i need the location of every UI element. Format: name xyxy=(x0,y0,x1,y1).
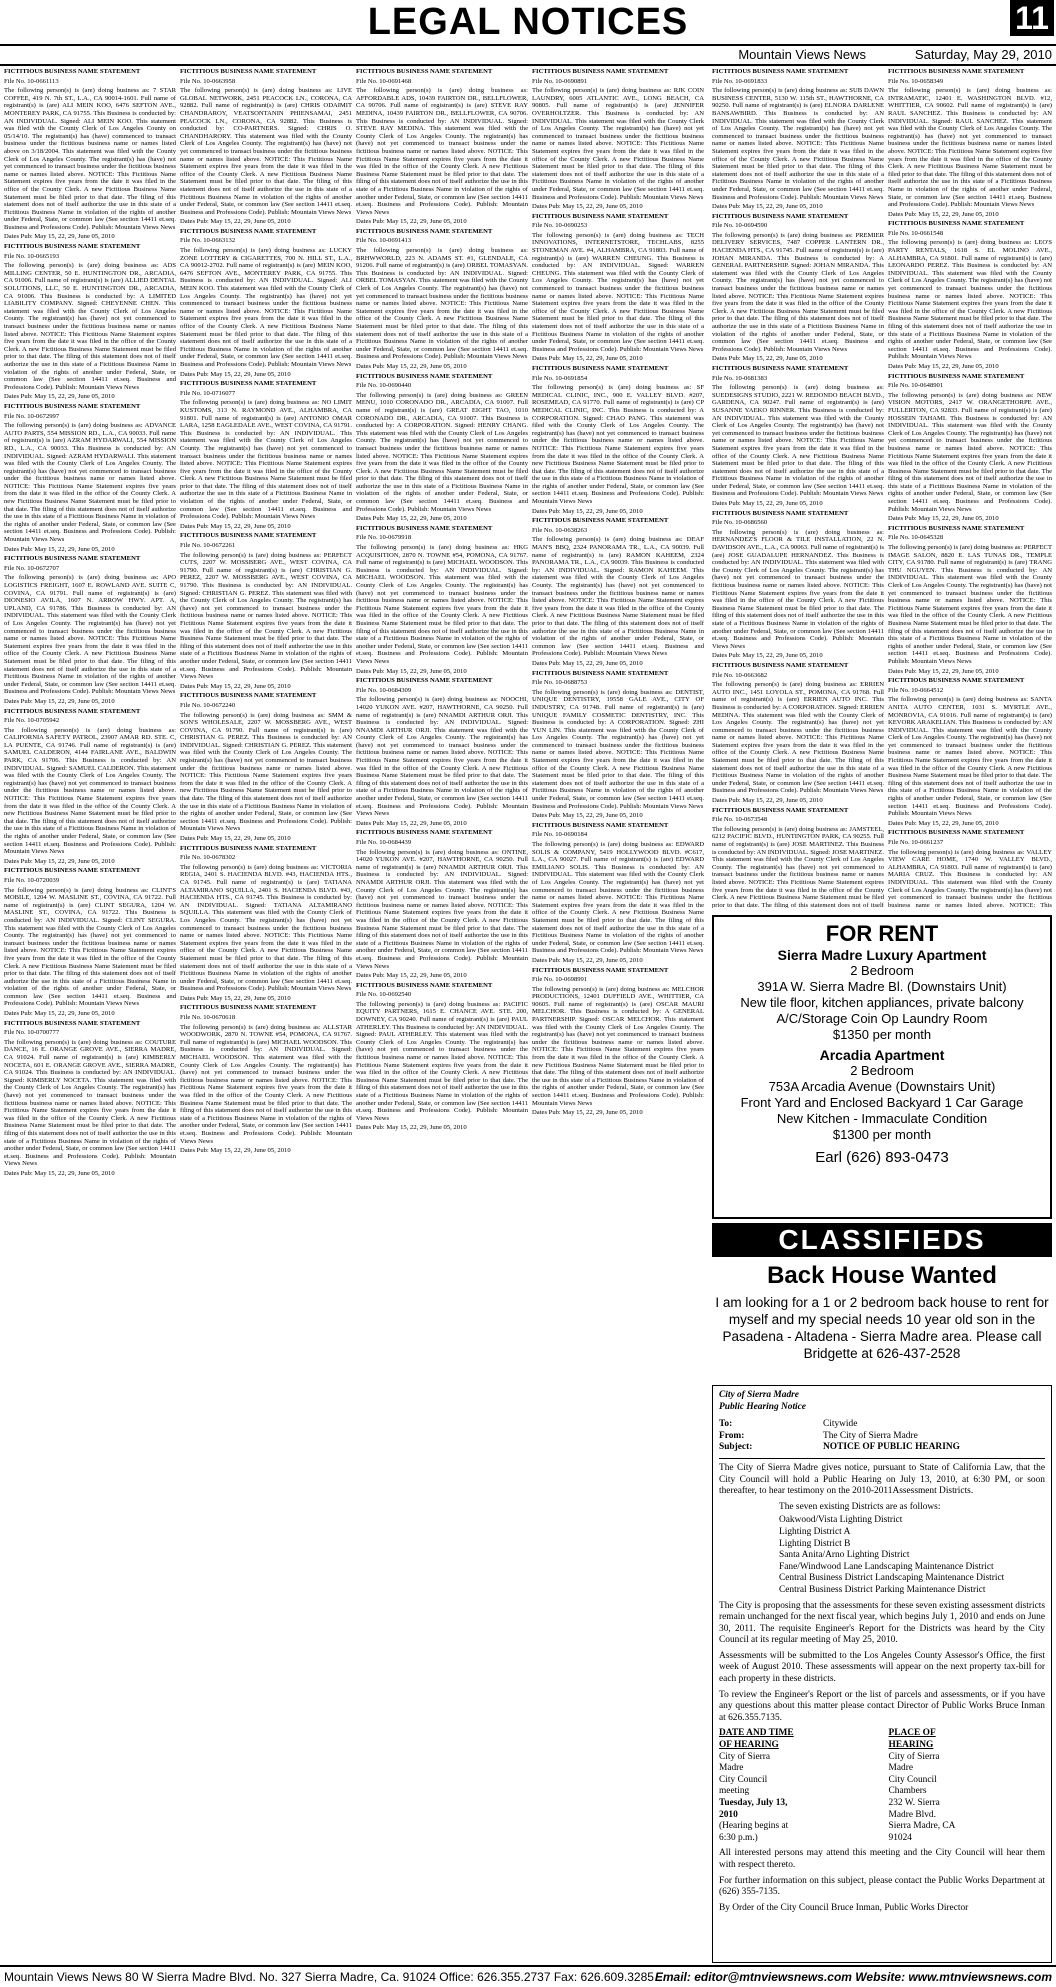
notice-pub-dates: Dates Pub: May 15, 22, 29, June 05, 2010 xyxy=(180,994,291,1002)
for-rent-ad xyxy=(712,915,1052,1219)
back-house-title: Back House Wanted xyxy=(767,1262,997,1289)
notice-body: The following person(s) is (are) doing business as: PACIFIC EQUITY PARTNERS, 1615 E. CHANCE AVE. STE. 200, DOWNEY, CA 90240. Full name of registrant(s) is (are) PAUL ATHERLEY. This Business is conducted by: AN INDIVIDUAL. Signed: PAUL ATHERLEY. This statement was filed with the County Clerk of Los Angeles County. The registrant(s) has (have) not yet commenced to transact business under the fictitious business name or names listed above. NOTICE: This Fictitious Name Statement expires five years from the date it was filed in the office of the County Clerk. A new Fictitious Business Name Statement must be filed prior to that date. The filing of this statement does not of itself authorize the use in this state of a Fictitious Business Name in violation of the rights of another under Federal, State, or common law (See section 14411 et.seq. Business and Professions Code). Publish: Mountain Views News xyxy=(356,1000,528,1122)
notice-heading: FICTITIOUS BUSINESS NAME STATEMENT xyxy=(356,981,493,989)
notice-column-4 xyxy=(532,68,704,1963)
notice-item xyxy=(532,68,704,211)
notice-pub-dates: Dates Pub: May 15, 22, 29, June 05, 2010 xyxy=(712,652,823,660)
subject-value: NOTICE OF PUBLIC HEARING xyxy=(823,1442,960,1453)
notice-item xyxy=(888,373,1052,523)
date-line: City Council meeting xyxy=(719,1774,768,1797)
listing-2-name: Arcadia Apartment xyxy=(819,1047,945,1063)
district-item: Oakwood/Vista Lighting District xyxy=(779,1515,903,1526)
notice-item xyxy=(532,670,704,820)
to-value: Citywide xyxy=(823,1419,858,1430)
notice-item xyxy=(4,403,176,553)
notice-item xyxy=(356,677,528,827)
notice-pub-dates: Dates Pub: May 15, 22, 29, June 05, 2010 xyxy=(4,1169,115,1177)
notice-heading: FICTITIOUS BUSINESS NAME STATEMENT xyxy=(4,68,141,75)
notice-file-number: File No. 10-0698991 xyxy=(532,976,588,984)
notice-file-number: File No. 10-0684309 xyxy=(356,686,412,694)
listing-2-beds: 2 Bedroom xyxy=(850,1063,914,1078)
notice-item xyxy=(888,829,1052,908)
section-title: LEGAL NOTICES xyxy=(367,1,689,43)
notice-file-number: File No. 10-0673548 xyxy=(712,816,768,824)
notice-item xyxy=(712,365,884,508)
notice-file-number: File No. 10-0679918 xyxy=(356,534,412,542)
hearing-date-place xyxy=(719,1728,1045,1844)
notice-body: The following person(s) is (are) doing business as: CALIFORNIA SAFETY PATROL, 23907 AMAR RD. STE. C, LA PUENTE, CA 91746. Full name of registrant(s) is (are) SAMUEL CALDERON, 4144 FAIRLANE AVE., BALDWIN PARK, CA 91706. This Business is conducted by: AN INDIVIDUAL. Signed: SAMUEL CALDERON. This statement was filed with the County Clerk of Los Angeles County. The registrant(s) has (have) not yet commenced to transact business under the fictitious business name or names listed above. NOTICE: This Fictitious Name Statement expires five years from the date it was filed in the office of the County Clerk. A new Fictitious Business Name Statement must be filed prior to that date. The filing of this statement does not of itself authorize the use in this state of a Fictitious Business Name in violation of the rights of another under Federal, State, or common law (See section 14411 et.seq. Business and Professions Code). Publish: Mountain Views News xyxy=(4,726,176,856)
notice-pub-dates: Dates Pub: May 15, 22, 29, June 05, 2010 xyxy=(180,835,291,842)
notice-body: The following person(s) is (are) doing business as: LEO'S PARTY RENTALS, 1618 S. EL MOLINO AVE., ALHAMBRA, CA 91801. Full name of registrant(s) is (are) LEONARDO PEREZ. This Business is conducted by: AN INDIVIDUAL. This statement was filed with the County Clerk of Los Angeles County. The registrant(s) has (have) not yet commenced to transact business under the fictitious business name or names listed above. NOTICE: This Fictitious Name Statement expires five years from the date it was filed in the office of the County Clerk. A new Fictitious Business Name Statement must be filed prior to that date. The filing of this statement does not of itself authorize the use in this state of a Fictitious Business Name in violation of the rights of another under Federal, State, or common law (See section 14411 et.seq. Business and Professions Code). Publish: Mountain Views News xyxy=(888,239,1052,361)
notice-body: The following person(s) is (are) doing business as: ADVANCE AUTO PARTS, 554 MISSION RD., L.A., CA 90033. Full name of registrant(s) is (are) AZRAM HYDARWALI, 554 MISSION RD., L.A., CA 90033. This Business is conducted by: AN INDIVIDUAL. Signed: AZRAM HYDARWALI. This statement was filed with the County Clerk of Los Angeles County. The registrant(s) has (have) not yet commenced to transact business under the fictitious business name or names listed above. NOTICE: This Fictitious Name Statement expires five years from the date it was filed in the office of the County Clerk. A new Fictitious Business Name Statement must be filed prior to that date. The filing of this statement does not of itself authorize the use in this state of a Fictitious Business Name in violation of the rights of another under Federal, State, or common law (See section 14411 et.seq. Business and Professions Code). Publish: Mountain Views News xyxy=(4,422,176,544)
notice-file-number: File No. 10-0663682 xyxy=(712,671,768,679)
notice-heading: FICTITIOUS BUSINESS NAME STATEMENT xyxy=(4,243,141,251)
notice-item xyxy=(180,228,352,378)
for-rent-title: FOR RENT xyxy=(825,921,939,946)
notice-heading: FICTITIOUS BUSINESS NAME STATEMENT xyxy=(532,517,669,525)
notice-heading: FICTITIOUS BUSINESS NAME STATEMENT xyxy=(532,821,669,829)
notice-body: The following person(s) is (are) doing business as: ADS MILLING CENTER, 50 E. HUNTINGTON DR., ARCADIA, CA 91006. Full name of registrant(s) is (are) ALLIED DENTAL SOLUTIONS, LLC, 50 E. HUNTINGTON DR., ARCADIA, CA 91006. This Business is conducted by: A LIMITED LIABILITY COMPANY. Signed: CHEYENNE CHEN. This statement was filed with the County Clerk of Los Angeles County. The registrant(s) has (have) not yet commenced to transact business under the fictitious business name or names listed above. NOTICE: This Fictitious Name Statement expires five years from the date it was filed in the office of the County Clerk. A new Fictitious Business Name Statement must be filed prior to that date. The filing of this statement does not of itself authorize the use in this state of a Fictitious Business Name in violation of the rights of another under Federal, State, or common law (See section 14411 et.seq. Business and Professions Code). Publish: Mountain Views News xyxy=(4,262,176,391)
notice-heading: FICTITIOUS BUSINESS NAME STATEMENT xyxy=(888,68,1025,75)
notice-file-number: File No. 10-0678302 xyxy=(180,854,236,862)
notice-item xyxy=(180,532,352,690)
notice-pub-dates: Dates Pub: May 15, 22, 29, June 05, 2010 xyxy=(712,355,823,363)
from-value: The City of Sierra Madre xyxy=(823,1430,918,1441)
notice-pub-dates: Dates Pub: May 15, 22, 29, June 05, 2010 xyxy=(532,659,643,667)
notice-pub-dates: Dates Pub: May 15, 22, 29, June 05, 2010 xyxy=(180,218,291,226)
notice-item xyxy=(888,677,1052,827)
notice-file-number: File No. 10-0681383 xyxy=(712,374,768,382)
notice-item xyxy=(180,845,352,1003)
district-item: Fane/Windwood Lane Landscaping Maintenance District xyxy=(779,1561,994,1572)
notice-file-number: File No. 10-0648901 xyxy=(888,382,944,390)
for-rent-phone: Earl (626) 893-0473 xyxy=(815,1149,949,1166)
notice-body: The following person(s) is (are) doing business as: SMM & SON'S WHOLESALE, 2207 W. MOSSBERG AVE., WEST COVINA, CA 91790. Full name of registrant(s) is (are) CHRISTIAN G. PEREZ. This Business is conducted by: AN INDIVIDUAL. Signed: CHRISTIAN G. PEREZ. This statement was filed with the County Clerk of Los Angeles County. The registrant(s) has (have) not yet commenced to transact business under the fictitious business name or names listed above. NOTICE: This Fictitious Name Statement expires five years from the date it was filed in the office of the County Clerk. A new Fictitious Business Name Statement must be filed prior to that date. The filing of this statement does not of itself authorize the use in this state of a Fictitious Business Name in violation of the rights of another under Federal, State, or common law (See section 14411 et.seq. Business and Professions Code). Publish: Mountain Views News xyxy=(180,711,352,833)
notice-pub-dates: Dates Pub: May 15, 22, 29, June 05, 2010 xyxy=(4,1010,115,1018)
notice-heading: FICTITIOUS BUSINESS NAME STATEMENT xyxy=(888,372,1025,380)
notice-file-number: File No. 10-0691468 xyxy=(356,77,412,85)
hearing-paragraph-5: All interested persons may attend this meeting and the City Council will hear them with respect thereto. xyxy=(719,1848,1045,1870)
notice-heading: FICTITIOUS BUSINESS NAME STATEMENT xyxy=(180,532,317,540)
notice-body: The following person(s) is (are) doing business as: VICTORIA REGIA, 2401 S. HACIENDA BLVD. #43, HACIENDA HTS., CA 91745. Full name of registrant(s) is (are) TATIANA ALTAMIRANO SQUILLA, 2401 S. HACIENDA BLVD. #43, HACIENDA HTS., CA 91745. This Business is conducted by: AN INDIVIDUAL. Signed: TATIANA ALTAMIRANO SQUILLA. This statement was filed with the County Clerk of Los Angeles County. The registrant(s) has (have) not yet commenced to transact business under the fictitious business name or names listed above. NOTICE: This Fictitious Name Statement expires five years from the date it was filed in the office of the County Clerk. A new Fictitious Business Name Statement must be filed prior to that date. The filing of this statement does not of itself authorize the use in this state of a Fictitious Business Name in violation of the rights of another under Federal, State, or common law (See section 14411 et.seq. Business and Professions Code). Publish: Mountain Views News xyxy=(180,863,352,993)
listing-1-features-1: New tile floor, kitchen appliances, private balcony xyxy=(740,995,1024,1010)
notice-body: The following person(s) is (are) doing business as: NO LIMIT KUSTOMS, 313 N. RAYMOND AVE., ALHAMBRA, CA 91801. Full name of registrant(s) is (are) ANTONIO OMAR LARA, 1258 EAGLEDALE AVE., WEST COVINA, CA 91791. This Business is conducted by: AN INDIVIDUAL. This statement was filed with the County Clerk of Los Angeles County. The registrant(s) has (have) not yet commenced to transact business under the fictitious business name or names listed above. NOTICE: This Fictitious Name Statement expires five years from the date it was filed in the office of the County Clerk. A new Fictitious Business Name Statement must be filed prior to that date. The filing of this statement does not of itself authorize the use in this state of a Fictitious Business Name in violation of the rights of another under Federal, State, or common law (See section 14411 et.seq. Business and Professions Code). Publish: Mountain Views News xyxy=(180,399,352,521)
notice-body: The following person(s) is (are) doing business as: ALLSTAR WOODWORK, 2870 N. TOWNE #54, POMONA, CA 91767. Full name of registrant(s) is (are) MICHAEL WOODSON. This Business is conducted by: AN INDIVIDUAL. Signed: MICHAEL WOODSON. This statement was filed with the County Clerk of Los Angeles County. The registrant(s) has (have) not yet commenced to transact business under the fictitious business name or names listed above. NOTICE: This Fictitious Name Statement expires five years from the date it was filed in the office of the County Clerk. A new Fictitious Business Name Statement must be filed prior to that date. The filing of this statement does not of itself authorize the use in this state of a Fictitious Business Name in violation of the rights of another under Federal, State, or common law (See section 14411 et.seq. Business and Professions Code). Publish: Mountain Views News xyxy=(180,1023,352,1145)
notice-item xyxy=(4,243,176,401)
notice-pub-dates: Dates Pub: May 15, 22, 29, June 05, 2010 xyxy=(532,812,643,820)
notice-heading: FICTITIOUS BUSINESS NAME STATEMENT xyxy=(712,806,849,814)
footer-address: Mountain Views News 80 W Sierra Madre Blvd. No. 327 Sierra Madre, Ca. 91024 Office: 626.355.2737 Fax: 626.609.3285 xyxy=(4,1970,654,1984)
listing-1-price: $1350 per month xyxy=(832,1027,932,1042)
notice-file-number: File No. 10-0690253 xyxy=(532,222,588,230)
hearing-paragraph-2: The City is proposing that the assessments for these seven existing assessment districts remain unchanged for the next fiscal year, which begins July 1, 2010 and ends on June 30, 2011. The requisite Engineer's Report for the Districts was heard by the City Council at its regular meeting of May 25, 2010. xyxy=(719,1600,1045,1646)
notice-file-number: File No. 10-0638263 xyxy=(532,526,588,534)
notice-body: The following person(s) is (are) doing business as: COUTURE DANCE, 16 E. ORANGE GROVE AVE., SIERRA MADRE, CA 91024. Full name of registrant(s) is (are) KIMBERLY NOCETA, 601 E. ORANGE GROVE AVE., SIERRA MADRE, CA 91024. This Business is conducted by: AN INDIVIDUAL. Signed: KIMBERLY NOCETA. This statement was filed with the County Clerk of Los Angeles County. The registrant(s) has (have) not yet commenced to transact business under the fictitious business name or names listed above. NOTICE: This Fictitious Name Statement expires five years from the date it was filed in the office of the County Clerk. A new Fictitious Business Name Statement must be filed prior to that date. The filing of this statement does not of itself authorize the use in this state of a Fictitious Business Name in violation of the rights of another under Federal, State, or common law (See section 14411 et.seq. Business and Professions Code). Publish: Mountain Views News xyxy=(4,1038,176,1168)
notice-body: The following person(s) is (are) doing business as: ERRIEN AUTO INC., 1451 LOYOLA ST., POMONA, CA 91768. Full name of registrant(s) is (are) ERRIEN AUTO INC. This Business is conducted by: A CORPORATION. Signed: ERRIEN MEDINA. This statement was filed with the County Clerk of Los Angeles County. The registrant(s) has (have) not yet commenced to transact business under the fictitious business name or names listed above. NOTICE: This Fictitious Name Statement expires five years from the date it was filed in the office of the County Clerk. A new Fictitious Business Name Statement must be filed prior to that date. The filing of this statement does not of itself authorize the use in this state of a Fictitious Business Name in violation of the rights of another under Federal, State, or common law (See section 14411 et.seq. Business and Professions Code). Publish: Mountain Views News xyxy=(712,681,884,795)
place-line: Sierra Madre, CA 91024 xyxy=(888,1821,955,1843)
notice-body: The following person(s) is (are) doing business as: APO LOGISTICS FREIGHT, 1607 E. ROWLAND AVE. SUITE C, COVINA, CA 91791. Full name of registrant(s) is (are) DIONESIO AVILA, 1607 N. ARROW HWY. APT. A, UPLAND, CA 91786. This Business is conducted by: AN INDIVIDUAL. This statement was filed with the County Clerk of Los Angeles County. The registrant(s) has (have) not yet commenced to transact business under the fictitious business name or names listed above. NOTICE: This Fictitious Name Statement expires five years from the date it was filed in the office of the County Clerk. A new Fictitious Business Name Statement must be filed prior to that date. The filing of this statement does not of itself authorize the use in this state of a Fictitious Business Name in violation of the rights of another under Federal, State, or common law (See section 14411 et.seq. Business and Professions Code). Publish: Mountain Views News xyxy=(4,574,176,696)
notice-item xyxy=(532,213,704,363)
notice-body: The following person(s) is (are) doing business as: LIVE GLOBAL NETWORK, 2451 PEACOCK LN., CORONA, CA 92882. Full name of registrant(s) is (are) CHRIS ODAIMIT CHANDRAROY, VEATSONTANIN PHIENSAMAI, 2451 PEACOCK LN., CORONA, CA 92882. This Business is conducted by: CO-PARTNERS. Signed: CHRIS O. CHANDHARORY. This statement was filed with the County Clerk of Los Angeles County. The registrant(s) has (have) not yet commenced to transact business under the fictitious business name or names listed above. NOTICE: This Fictitious Name Statement expires five years from the date it was filed in the office of the County Clerk. A new Fictitious Business Name Statement must be filed prior to that date. The filing of this statement does not of itself authorize the use in this state of a Fictitious Business Name in violation of the rights of another under Federal, State, or common law (See section 14411 et.seq. Business and Professions Code). Publish: Mountain Views News xyxy=(180,87,352,216)
notice-heading: FICTITIOUS BUSINESS NAME STATEMENT xyxy=(712,661,849,669)
listing-1-beds: 2 Bedroom xyxy=(850,963,914,978)
notice-heading: FICTITIOUS BUSINESS NAME STATEMENT xyxy=(712,509,849,517)
listing-1-features-2: A/C/Storage Coin Op Laundry Room xyxy=(776,1011,988,1026)
from-label: From: xyxy=(719,1430,745,1441)
notice-pub-dates: Dates Pub: May 15, 22, 29, June 05, 2010 xyxy=(180,522,291,530)
notice-item xyxy=(356,373,528,523)
notice-heading: FICTITIOUS BUSINESS NAME STATEMENT xyxy=(356,829,493,837)
back-house-wanted-ad xyxy=(712,1262,1052,1377)
notice-item xyxy=(4,867,176,1017)
hearing-date-block xyxy=(719,1728,875,1844)
notice-body: The following person(s) is (are) doing business as: SUB DAWN BUSINESS CENTER, 5130 W. 115th ST., HAWTHORNE, CA 90250. Full name of registrant(s) is (are) ELNORA DARLENE BANSAWBIRD. This Business is conducted by: AN INDIVIDUAL. This statement was filed with the County Clerk of Los Angeles County. The registrant(s) has (have) not yet commenced to transact business under the fictitious business name or names listed above. NOTICE: This Fictitious Name Statement expires five years from the date it was filed in the office of the County Clerk. A new Fictitious Business Name Statement must be filed prior to that date. The filing of this statement does not of itself authorize the use in this state of a Fictitious Business Name in violation of the rights of another under Federal, State, or common law (See section 14411 et.seq. Business and Professions Code). Publish: Mountain Views News xyxy=(712,87,884,201)
hearing-paragraph-4: To review the Engineer's Report or the list of parcels and assessments, or if you have any questions about this matter please contact Director of Public Works Bruce Inman at 626.355.7135. xyxy=(719,1689,1045,1723)
notice-body: The following person(s) is (are) doing business as: 7 STAR COFFEE, 419 N. 7th ST., L.A., CA 90014-1601. Full name of registrant(s) is (are) ALI MEIN KOO, 6476 SEFTON AVE., MONTEREY PARK, CA 91755. This Business is conducted by: AN INDIVIDUAL. Signed: ALI MEIN KOO. This statement was filed with the County Clerk of Los Angeles County on 05/14/10. The registrant(s) has (have) commenced to transact business under the fictitious business name or names listed above on 3/18/2004. This statement was filed with the County Clerk of Los Angeles County. The registrant(s) has (have) not yet commenced to transact business under the fictitious business name or names listed above. NOTICE: This Fictitious Name Statement expires five years from the date it was filed in the office of the County Clerk. A new Fictitious Business Name Statement must be filed prior to that date. The filing of this statement does not of itself authorize the use in this state of a Fictitious Business Name in violation of the rights of another under Federal, State, or common law (See section 14411 et.seq. Business and Professions Code). Publish: Mountain Views News xyxy=(4,87,176,231)
place-line: 232 W. Sierra Madre Blvd. xyxy=(888,1798,940,1820)
notice-body: The following person(s) is (are) doing business as: LUCKY ZONE LOTTERY & CIGARETTES, 700 N. HILL ST., L.A., CA 90012-2702. Full name of registrant(s) is (are) MEIN KOO, 6476 SEFTON AVE., MONTEREY PARK, CA 91755. This Business is conducted by: AN INDIVIDUAL. Signed: ALI MEIN KOO. This statement was filed with the County Clerk of Los Angeles County. The registrant(s) has (have) not yet commenced to transact business under the fictitious business name or names listed above. NOTICE: This Fictitious Name Statement expires five years from the date it was filed in the office of the County Clerk. A new Fictitious Business Name Statement must be filed prior to that date. The filing of this statement does not of itself authorize the use in this state of a Fictitious Business Name in violation of the rights of another under Federal, State, or common law (See section 14411 et.seq. Business and Professions Code). Publish: Mountain Views News xyxy=(180,247,352,368)
subject-label: Subject: xyxy=(719,1442,753,1453)
notice-pub-dates: Dates Pub: May 15, 22, 29, June 05, 2010 xyxy=(888,515,999,523)
notice-item xyxy=(888,68,1052,218)
notice-item xyxy=(712,662,884,805)
public-hearing-notice xyxy=(712,1385,1052,1963)
notice-item xyxy=(4,68,176,241)
hearing-paragraph-3: Assessments will be submitted to the Los Angeles County Assessor's Office, the first week of August 2010. These assessments will appear on the next property tax-bill for each property in these districts. xyxy=(719,1650,1045,1685)
notice-pub-dates: Dates Pub: May 15, 22, 29, June 05, 2010 xyxy=(888,362,999,370)
notice-file-number: File No. 10-0684439 xyxy=(356,839,412,846)
notice-heading: FICTITIOUS BUSINESS NAME STATEMENT xyxy=(888,524,1025,532)
notice-pub-dates: Dates Pub: May 15, 22, 29, June 05, 2010 xyxy=(532,507,643,515)
notice-file-number: File No. 10-0672707 xyxy=(4,564,60,572)
notice-file-number: File No. 10-0686560 xyxy=(712,519,768,527)
notice-pub-dates: Dates Pub: May 15, 22, 29, June 05, 2010 xyxy=(356,1124,467,1132)
notice-heading: FICTITIOUS BUSINESS NAME STATEMENT xyxy=(888,220,1025,228)
notice-heading: FICTITIOUS BUSINESS NAME STATEMENT xyxy=(712,212,849,220)
notice-heading: FICTITIOUS BUSINESS NAME STATEMENT xyxy=(356,677,493,685)
districts-intro: The seven existing Districts are as follows: xyxy=(779,1501,941,1512)
notice-body: The following person(s) is (are) doing business as: NOOCHI, 14020 YUKON AVE. #207, HAWTHORNE, CA 90250. Full name of registrant(s) is (are) NNAMDI ARTHUR ORJI. This Business is conducted by: AN INDIVIDUAL. Signed: NNAMDI ARTHUR ORJI. This statement was filed with the County Clerk of Los Angeles County. The registrant(s) has (have) not yet commenced to transact business under the fictitious business name or names listed above. NOTICE: This Fictitious Name Statement expires five years from the date it was filed in the office of the County Clerk. A new Fictitious Business Name Statement must be filed prior to that date. The filing of this statement does not of itself authorize the use in this state of a Fictitious Business Name in violation of the rights of another under Federal, State, or common law (See section 14411 et.seq. Business and Professions Code). Publish: Mountain Views News xyxy=(356,696,528,818)
notice-heading: FICTITIOUS BUSINESS NAME STATEMENT xyxy=(4,867,141,875)
place-line: City of Sierra Madre xyxy=(888,1751,940,1774)
notice-pub-dates: Dates Pub: May 15, 22, 29, June 05, 2010 xyxy=(180,370,291,378)
notice-pub-dates: Dates Pub: May 15, 22, 29, June 05, 2010 xyxy=(712,797,823,805)
notice-body: The following person(s) is (are) doing business as: DENTIST, UNIQUE DENTISTRY, 19558 GALE AVE., CITY OF INDUSTRY, CA 91748. Full name of registrant(s) is (are) UNIQUE FAMILY COSMETIC DENTISTRY, INC. This Business is conducted by: A CORPORATION. Signed: ZHI YUN LIN. This statement was filed with the County Clerk of Los Angeles County. The registrant(s) has (have) not yet commenced to transact business under the fictitious business name or names listed above. NOTICE: This Fictitious Name Statement expires five years from the date it was filed in the office of the County Clerk. A new Fictitious Business Name Statement must be filed prior to that date. The filing of this statement does not of itself authorize the use in this state of a Fictitious Business Name in violation of the rights of another under Federal, State, or common law (See section 14411 et.seq. Business and Professions Code). Publish: Mountain Views News xyxy=(532,688,704,810)
notice-body: The following person(s) is (are) doing business as: SF MEDICAL CLINIC, INC., 900 E. VALLEY BLVD. #207, ROSEMEAD, CA 91770. Full name of registrant(s) is (are) CP MEDICAL CLINIC, INC. This Business is conducted by: A CORPORATION. Signed: CHAO PANG. This statement was filed with the County Clerk of Los Angeles County. The registrant(s) has (have) not yet commenced to transact business under the fictitious business name or names listed above. NOTICE: This Fictitious Name Statement expires five years from the date it was filed in the office of the County Clerk. A new Fictitious Business Name Statement must be filed prior to that date. The filing of this statement does not of itself authorize the use in this state of a Fictitious Business Name in violation of the rights of another under Federal, State, or common law (See section 14411 et.seq. Business and Professions Code). Publish: Mountain Views News xyxy=(532,384,704,506)
notice-heading: FICTITIOUS BUSINESS NAME STATEMENT xyxy=(4,1019,141,1027)
notice-item xyxy=(180,1004,352,1154)
notice-item xyxy=(532,517,704,667)
notice-pub-dates: Dates Pub: May 15, 22, 29, June 05, 2010 xyxy=(712,500,823,508)
notice-heading: FICTITIOUS BUSINESS NAME STATEMENT xyxy=(180,68,317,75)
notice-heading: FICTITIOUS BUSINESS NAME STATEMENT xyxy=(712,68,849,75)
place-heading: PLACE OF HEARING xyxy=(888,1728,936,1751)
notice-heading: FICTITIOUS BUSINESS NAME STATEMENT xyxy=(532,68,669,75)
notice-item xyxy=(532,822,704,965)
notice-body: The following person(s) is (are) doing business as: AFFORDABLE ADS, 10439 FAIRTON DR., BELLFLOWER, CA 90706. Full name of registrant(s) is (are) STEVE RAY MEDINA, 10439 FAIRTON DR., BELLFLOWER, CA 90706. This Business is conducted by: AN INDIVIDUAL. Signed: STEVE RAY MEDINA. This statement was filed with the County Clerk of Los Angeles County. The registrant(s) has (have) not yet commenced to transact business under the fictitious business name or names listed above. NOTICE: This Fictitious Name Statement expires five years from the date it was filed in the office of the County Clerk. A new Fictitious Business Name Statement must be filed prior to that date. The filing of this statement does not of itself authorize the use in this state of a Fictitious Business Name in violation of the rights of another under Federal, State, or common law (See section 14411 et.seq. Business and Professions Code). Publish: Mountain Views News xyxy=(356,87,528,216)
notice-body: The following person(s) is (are) doing business as: SANTA ANITA AUTO CENTER, 1031 S. MYRTLE AVE., MONROVIA, CA 91016. Full name of registrant(s) is (are) KEVORK ARAKELIAN. This Business is conducted by: AN INDIVIDUAL. This statement was filed with the County Clerk of Los Angeles County. The registrant(s) has (have) not yet commenced to transact business under the fictitious business name or names listed above. NOTICE: This Fictitious Name Statement expires five years from the date it was filed in the office of the County Clerk. A new Fictitious Business Name Statement must be filed prior to that date. The filing of this statement does not of itself authorize the use in this state of a Fictitious Business Name in violation of the rights of another under Federal, State, or common law (See section 14411 et.seq. Business and Professions Code). Publish: Mountain Views News xyxy=(888,696,1052,818)
notice-item xyxy=(180,380,352,530)
notice-body: The following person(s) is (are) doing business as: EDWARD SOLIS & COMPANY, 5419 HOLLYWOOD BLVD. #C617, L.A., CA 90027. Full name of registrant(s) is (are) EDWARD EMILIANO SOLIS. This Business is conducted by: AN INDIVIDUAL. This statement was filed with the County Clerk of Los Angeles County. The registrant(s) has (have) not yet commenced to transact business under the fictitious business name or names listed above. NOTICE: This Fictitious Name Statement expires five years from the date it was filed in the office of the County Clerk. A new Fictitious Business Name Statement must be filed prior to that date. The filing of this statement does not of itself authorize the use in this state of a Fictitious Business Name in violation of the rights of another under Federal, State, or common law (See section 14411 et.seq. Business and Professions Code). Publish: Mountain Views News xyxy=(532,841,704,955)
notice-item xyxy=(712,510,884,660)
notice-item xyxy=(712,68,884,211)
footer-contact: Email: editor@mtnviewsnews.com Website: www.mtnviewsnews.com xyxy=(654,1970,1052,1984)
notice-item xyxy=(356,228,528,371)
notice-body: The following person(s) is (are) doing business as: HKG ACQUISITION, 2870 N. TOWNE #54, POMONA, CA 91767. Full name of registrant(s) is (are) MICHAEL WOODSON. This Business is conducted by: AN INDIVIDUAL. Signed: MICHAEL WOODSON. This statement was filed with the County Clerk of Los Angeles County. The registrant(s) has (have) not yet commenced to transact business under the fictitious business name or names listed above. NOTICE: This Fictitious Name Statement expires five years from the date it was filed in the office of the County Clerk. A new Fictitious Business Name Statement must be filed prior to that date. The filing of this statement does not of itself authorize the use in this state of a Fictitious Business Name in violation of the rights of another under Federal, State, or common law (See section 14411 et.seq. Business and Professions Code). Publish: Mountain Views News xyxy=(356,544,528,665)
notice-file-number: File No. 10-0665193 xyxy=(4,252,60,260)
notice-item xyxy=(180,68,352,226)
notice-item xyxy=(356,982,528,1132)
district-item: Central Business District Landscaping Maintenance District xyxy=(779,1573,1005,1584)
notice-heading: FICTITIOUS BUSINESS NAME STATEMENT xyxy=(180,227,317,235)
notice-file-number: File No. 10-0661548 xyxy=(888,229,944,237)
notice-file-number: File No. 10-0691854 xyxy=(532,374,588,382)
notice-file-number: File No. 10-0670618 xyxy=(180,1014,236,1022)
notice-file-number: File No. 10-0691833 xyxy=(712,77,768,85)
notice-heading: FICTITIOUS BUSINESS NAME STATEMENT xyxy=(532,669,669,677)
notice-body: The following person(s) is (are) doing business as: HERNANDEZ'S FLOOR & TILE INSTALLATION, 22 N. DAVIDSON AVE., L.A., CA 90063. Full name of registrant(s) is (are) JOSE GUADALUPE HERNANDEZ. This Business is conducted by: AN INDIVIDUAL. This statement was filed with the County Clerk of Los Angeles County. The registrant(s) has (have) not yet commenced to transact business under the fictitious business name or names listed above. NOTICE: This Fictitious Name Statement expires five years from the date it was filed in the office of the County Clerk. A new Fictitious Business Name Statement must be filed prior to that date. The filing of this statement does not of itself authorize the use in this state of a Fictitious Business Name in violation of the rights of another under Federal, State, or common law (See section 14411 et.seq. Business and Professions Code). Publish: Mountain Views News xyxy=(712,528,884,650)
hearing-place-block xyxy=(889,1728,1045,1844)
notice-heading: FICTITIOUS BUSINESS NAME STATEMENT xyxy=(532,966,669,974)
notice-file-number: File No. 10-0690184 xyxy=(532,831,588,839)
notice-pub-dates: Dates Pub: May 15, 22, 29, June 05, 2010 xyxy=(356,218,467,226)
notice-heading: FICTITIOUS BUSINESS NAME STATEMENT xyxy=(356,68,493,75)
issue-date: Saturday, May 29, 2010 xyxy=(914,47,1052,62)
notice-pub-dates: Dates Pub: May 15, 22, 29, June 05, 2010 xyxy=(4,545,115,553)
notice-heading: FICTITIOUS BUSINESS NAME STATEMENT xyxy=(356,227,493,235)
notice-pub-dates: Dates Pub: May 15, 22, 29, June 05, 2010 xyxy=(4,393,115,401)
notice-body: The following person(s) is (are) doing business as: NEW VISION MOTORS, 2417 W. ORANGETHORPE AVE., FULLERTON, CA 92833. Full name of registrant(s) is (are) HOSSEIN TAHAMI. This Business is conducted by: AN INDIVIDUAL. This statement was filed with the County Clerk of Los Angeles County. The registrant(s) has (have) not yet commenced to transact business under the fictitious business name or names listed above. NOTICE: This Fictitious Name Statement expires five years from the date it was filed in the office of the County Clerk. A new Fictitious Business Name Statement must be filed prior to that date. The filing of this statement does not of itself authorize the use in this state of a Fictitious Business Name in violation of the rights of another under Federal, State, or common law (See section 14411 et.seq. Business and Professions Code). Publish: Mountain Views News xyxy=(888,391,1052,513)
notice-pub-dates: Dates Pub: May 15, 22, 29, June 05, 2010 xyxy=(356,819,467,827)
notice-body: The following person(s) is (are) doing business as: INTRAMATIC, 12401 E. WASHINGTON BLVD. #12, WHITTIER, CA 90602. Full name of registrant(s) is (are) RAUL SANCHEZ. This Business is conducted by: AN INDIVIDUAL. Signed: RAUL SANCHEZ. This statement was filed with the County Clerk of Los Angeles County. The registrant(s) has (have) not yet commenced to transact business under the fictitious business name or names listed above. NOTICE: This Fictitious Name Statement expires five years from the date it was filed in the office of the County Clerk. A new Fictitious Business Name Statement must be filed prior to that date. The filing of this statement does not of itself authorize the use in this state of a Fictitious Business Name in violation of the rights of another under Federal, State, or common law (See section 14411 et.seq. Business and Professions Code). Publish: Mountain Views News xyxy=(888,87,1052,209)
district-item: Santa Anita/Arno Lighting District xyxy=(779,1550,910,1561)
notice-item xyxy=(532,967,704,1117)
notice-heading: FICTITIOUS BUSINESS NAME STATEMENT xyxy=(888,829,1025,837)
notice-heading: FICTITIOUS BUSINESS NAME STATEMENT xyxy=(180,1004,317,1012)
notice-body: The following person(s) is (are) doing business as: SUEDESIGNS STUDIO, 2221 W. REDONDO BEACH BLVD., GARDENA, CA 90247. Full name of registrant(s) is (are) SUSANNE YAEKO RINNER. This Business is conducted by: AN INDIVIDUAL. This statement was filed with the County Clerk of Los Angeles County. The registrant(s) has (have) not yet commenced to transact business under the fictitious business name or names listed above. NOTICE: This Fictitious Name Statement expires five years from the date it was filed in the office of the County Clerk. A new Fictitious Business Name Statement must be filed prior to that date. The filing of this statement does not of itself authorize the use in this state of a Fictitious Business Name in violation of the rights of another under Federal, State, or common law (See section 14411 et.seq. Business and Professions Code). Publish: Mountain Views News xyxy=(712,384,884,498)
notice-pub-dates: Dates Pub: May 15, 22, 29, June 05, 2010 xyxy=(532,203,643,211)
notice-column-6 xyxy=(888,68,1052,908)
notice-body: The following person(s) is (are) doing business as: PREMIER DELIVERY SERVICES, 7487 COPPER LANTERN DR., HACIENDA HTS., CA 91745. Full name of registrant(s) is (are) JOHAN MIRANDA. This Business is conducted by: A GENERAL PARTNERSHIP. Signed: JOHAN MIRANDA. This statement was filed with the County Clerk of Los Angeles County. The registrant(s) has (have) not yet commenced to transact business under the fictitious business name or names listed above. NOTICE: This Fictitious Name Statement expires five years from the date it was filed in the office of the County Clerk. A new Fictitious Business Name Statement must be filed prior to that date. The filing of this statement does not of itself authorize the use in this state of a Fictitious Business Name in violation of the rights of another under Federal, State, or common law (See section 14411 et.seq. Business and Professions Code). Publish: Mountain Views News xyxy=(712,231,884,353)
notice-item xyxy=(532,365,704,515)
notice-heading: FICTITIOUS BUSINESS NAME STATEMENT xyxy=(4,402,141,410)
hearing-paragraph-1: The City of Sierra Madre gives notice, pursuant to State of California Law, that the City Council will hold a Public Hearing on July 13, 2010, at 6:30 PM, or soon thereafter, to hear testimony on the 2010-2011Assessment Districts. xyxy=(719,1462,1045,1497)
notice-heading: FICTITIOUS BUSINESS NAME STATEMENT xyxy=(888,677,1025,685)
listing-1-name: Sierra Madre Luxury Apartment xyxy=(777,947,987,963)
notice-heading: FICTITIOUS BUSINESS NAME STATEMENT xyxy=(180,380,317,388)
notice-file-number: File No. 10-0691413 xyxy=(356,237,412,245)
notice-file-number: File No. 10-0672240 xyxy=(180,701,236,709)
notice-item xyxy=(4,555,176,705)
notice-pub-dates: Dates Pub: May 15, 22, 29, June 05, 2010 xyxy=(356,972,467,980)
notice-file-number: File No. 10-0694590 xyxy=(712,222,768,230)
notice-file-number: File No. 10-0645328 xyxy=(888,534,944,542)
notice-heading: FICTITIOUS BUSINESS NAME STATEMENT xyxy=(532,212,669,220)
masthead-bar xyxy=(0,44,1056,66)
hearing-org: City of Sierra Madre xyxy=(719,1390,799,1400)
notice-pub-dates: Dates Pub: May 15, 22, 29, June 05, 2010 xyxy=(4,697,115,705)
notice-body: The following person(s) is (are) doing business as: PERFECT CUTS, 2207 W. MOSSBERG AVE., WEST COVINA, CA 91790. Full name of registrant(s) is (are) CHRISTIAN G. PEREZ, 2207 W. MOSSBERG AVE., WEST COVINA, CA 91790. This Business is conducted by: AN INDIVIDUAL. Signed: CHRISTIAN G. PEREZ. This statement was filed with the County Clerk of Los Angeles County. The registrant(s) has (have) not yet commenced to transact business under the fictitious business name or names listed above. NOTICE: This Fictitious Name Statement expires five years from the date it was filed in the office of the County Clerk. A new Fictitious Business Name Statement must be filed prior to that date. The filing of this statement does not of itself authorize the use in this state of a Fictitious Business Name in violation of the rights of another under Federal, State, or common law (See section 14411 et.seq. Business and Professions Code). Publish: Mountain Views News xyxy=(180,551,352,681)
page-header xyxy=(0,0,1056,44)
notice-heading: FICTITIOUS BUSINESS NAME STATEMENT xyxy=(532,364,669,372)
notice-body: The following person(s) is (are) doing business as: CLINT'S MOBILE, 1204 W. MASLINE ST., COVINA, CA 91722. Full name of registrant(s) is (are) CLINT SEGURA, 1204 W. MASLINE ST., COVINA, CA 91722. This Business is conducted by: AN INDIVIDUAL. Signed: CLINT SEGURA. This statement was filed with the County Clerk of Los Angeles County. The registrant(s) has (have) not yet commenced to transact business under the fictitious business name or names listed above. NOTICE: This Fictitious Name Statement expires five years from the date it was filed in the office of the County Clerk. A new Fictitious Business Name Statement must be filed prior to that date. The filing of this statement does not of itself authorize the use in this state of a Fictitious Business Name in violation of the rights of another under Federal, State, or common law (See section 14411 et.seq. Business and Professions Code). Publish: Mountain Views News xyxy=(4,886,176,1008)
notice-file-number: File No. 10-0700777 xyxy=(4,1029,60,1037)
notice-file-number: File No. 10-0705942 xyxy=(4,717,60,725)
notice-item xyxy=(4,708,176,866)
notice-body: The following person(s) is (are) doing business as: RJK COIN LAUNDRY, 6005 ATLANTIC AVE., LONG BEACH, CA 90805. Full name of registrant(s) is (are) JENNIFER OVERHOLTZER. This Business is conducted by: AN INDIVIDUAL. This statement was filed with the County Clerk of Los Angeles County. The registrant(s) has (have) not yet commenced to transact business under the fictitious business name or names listed above. NOTICE: This Fictitious Name Statement expires five years from the date it was filed in the office of the County Clerk. A new Fictitious Business Name Statement must be filed prior to that date. The filing of this statement does not of itself authorize the use in this state of a Fictitious Business Name in violation of the rights of another under Federal, State, or common law (See section 14411 et.seq. Business and Professions Code). Publish: Mountain Views News xyxy=(532,87,704,201)
notice-body: The following person(s) is (are) doing business as: VALLEY VIEW CARE HOME, 1740 W. VALLEY BLVD., ALHAMBRA, CA 91803. Full name of registrant(s) is (are) MARIA CRUZ. This Business is conducted by: AN INDIVIDUAL. This statement was filed with the County Clerk of Los Angeles County. The registrant(s) has (have) not yet commenced to transact business under the fictitious business name or names listed above. NOTICE: This xyxy=(888,848,1052,908)
notice-column-1 xyxy=(4,68,176,1963)
notice-file-number: File No. 10-0658349 xyxy=(888,77,944,85)
listing-2-price: $1300 per month xyxy=(832,1127,932,1142)
district-item: Lighting District A xyxy=(779,1526,851,1537)
notice-item xyxy=(180,692,352,842)
to-label: To: xyxy=(719,1419,733,1430)
notice-file-number: File No. 10-0672261 xyxy=(180,542,236,550)
classifieds-banner: CLASSIFIEDS xyxy=(712,1223,1052,1257)
date-line: (Hearing begins at 6:30 p.m.) xyxy=(719,1821,789,1843)
notice-heading: FICTITIOUS BUSINESS NAME STATEMENT xyxy=(712,364,849,372)
back-house-body: I am looking for a 1 or 2 bedroom back house to rent for myself and my special needs 10 year old son in the Pasadena - Altadena - Sierra Madre area. Please call Bridgette at 626-437-2528 xyxy=(715,1295,1049,1361)
notice-pub-dates: Dates Pub: May 15, 22, 29, June 05, 2010 xyxy=(532,355,643,363)
notice-item xyxy=(356,525,528,675)
notice-heading: FICTITIOUS BUSINESS NAME STATEMENT xyxy=(356,372,493,380)
notice-file-number: File No. 10-0663958 xyxy=(180,77,236,85)
notice-column-2 xyxy=(180,68,352,1963)
notice-item xyxy=(356,829,528,979)
notice-body: The following person(s) is (are) doing business as: JAMSTEEL, 6212 PACIFIC BLVD., HUNTINGTON PARK, CA 90255. Full name of registrant(s) is (are) JOSE MARTINEZ. This Business is conducted by: AN INDIVIDUAL. Signed: JOSE MARTINEZ. This statement was filed with the County Clerk of Los Angeles County. The registrant(s) has (have) not yet commenced to transact business under the fictitious business name or names listed above. NOTICE: This Fictitious Name Statement expires five years from the date it was filed in the office of the County Clerk. A new Fictitious Business Name Statement must be filed prior to that date. The filing of this statement does not of itself xyxy=(712,825,884,908)
hearing-notice-type: Public Hearing Notice xyxy=(719,1401,806,1412)
districts-list xyxy=(779,1515,1045,1596)
listing-2-features-2: New Kitchen - Immaculate Condition xyxy=(776,1111,988,1126)
page-footer xyxy=(0,1965,1056,1987)
page-number: 11 xyxy=(1010,0,1054,36)
notice-file-number: File No. 10-0661113 xyxy=(4,77,59,85)
notice-file-number: File No. 10-0688753 xyxy=(532,679,588,687)
notice-file-number: File No. 10-0690891 xyxy=(532,77,588,85)
district-item: Central Business District Parking Maintenance District xyxy=(779,1584,986,1595)
listing-2-address: 753A Arcadia Avenue (Downstairs Unit) xyxy=(768,1079,996,1094)
hearing-signoff: By Order of the City Council Bruce Inman, Public Works Director xyxy=(719,1902,969,1913)
notice-item xyxy=(4,1020,176,1178)
notice-pub-dates: Dates Pub: May 15, 22, 29, June 05, 2010 xyxy=(180,682,291,690)
notice-file-number: File No. 10-0716077 xyxy=(180,389,236,397)
listing-2-features-1: Front Yard and Enclosed Backyard 1 Car Garage xyxy=(740,1095,1024,1110)
notice-body: The following person(s) is (are) doing business as: TECH INNOVATIONS, INTERNETSTORE, TECHLABS, 8255 STONEMAN AVE. #4, ALHAMBRA, CA 91803. Full name of registrant(s) is (are) WARREN CHEUNG. This Business is conducted by: AN INDIVIDUAL. Signed: WARREN CHEUNG. This statement was filed with the County Clerk of Los Angeles County. The registrant(s) has (have) not yet commenced to transact business under the fictitious business name or names listed above. NOTICE: This Fictitious Name Statement expires five years from the date it was filed in the office of the County Clerk. A new Fictitious Business Name Statement must be filed prior to that date. The filing of this statement does not of itself authorize the use in this state of a Fictitious Business Name in violation of the rights of another under Federal, State, or common law (See section 14411 et.seq. Business and Professions Code). Publish: Mountain Views News xyxy=(532,231,704,353)
notice-file-number: File No. 10-0690440 xyxy=(356,382,412,390)
notice-body: The following person(s) is (are) doing business as: BRHWWORLD, 223 N. ADAMS ST. #1, GLENDALE, CA 91206. Full name of registrant(s) is (are) ORBEL TOMASYAN. This Business is conducted by: AN INDIVIDUAL. Signed: ORBEL TOMASYAN. This statement was filed with the County Clerk of Los Angeles County. The registrant(s) has (have) not yet commenced to transact business under the fictitious business name or names listed above. NOTICE: This Fictitious Name Statement expires five years from the date it was filed in the office of the County Clerk. A new Fictitious Business Name Statement must be filed prior to that date. The filing of this statement does not of itself authorize the use in this state of a Fictitious Business Name in violation of the rights of another under Federal, State, or common law (See section 14411 et.seq. Business and Professions Code). Publish: Mountain Views News xyxy=(356,247,528,361)
notice-pub-dates: Dates Pub: May 15, 22, 29, June 05, 2010 xyxy=(4,857,115,865)
hearing-paragraph-6: For further information on this subject, please contact the Public Works Department at (626) 355-7135. xyxy=(719,1875,1045,1898)
place-line: City Council Chambers xyxy=(888,1774,937,1797)
notice-pub-dates: Dates Pub: May 15, 22, 29, June 05, 2010 xyxy=(4,233,115,241)
notice-item xyxy=(888,525,1052,675)
hearing-memo-header xyxy=(719,1419,964,1454)
notice-body: The following person(s) is (are) doing business as: PERFECT IMAGE SALON, 8820 E. LAS TUNAS DR., TEMPLE CITY, CA 91780. Full name of registrant(s) is (are) TRANG THU NGUYEN. This Business is conducted by: AN INDIVIDUAL. This statement was filed with the County Clerk of Los Angeles County. The registrant(s) has (have) not yet commenced to transact business under the fictitious business name or names listed above. NOTICE: This Fictitious Name Statement expires five years from the date it was filed in the office of the County Clerk. A new Fictitious Business Name Statement must be filed prior to that date. The filing of this statement does not of itself authorize the use in this state of a Fictitious Business Name in violation of the rights of another under Federal, State, or common law (See section 14411 et.seq. Business and Professions Code). Publish: Mountain Views News xyxy=(888,544,1052,665)
notice-pub-dates: Dates Pub: May 15, 22, 29, June 05, 2010 xyxy=(712,203,823,211)
notice-pub-dates: Dates Pub: May 15, 22, 29, June 05, 2010 xyxy=(532,1109,643,1117)
notice-pub-dates: Dates Pub: May 15, 22, 29, June 05, 2010 xyxy=(888,210,999,218)
district-item: Lighting District B xyxy=(779,1538,851,1549)
paper-name: Mountain Views News xyxy=(738,47,866,62)
notice-body: The following person(s) is (are) doing business as: DEAF MAN'S BBQ, 2324 PANORAMA TR., L.A., CA 90039. Full name of registrant(s) is (are) RAMON KAHEEM, 2324 PANORAMA TR., L.A., CA 90039. This Business is conducted by: AN INDIVIDUAL. Signed: RAMON KAHEEM. This statement was filed with the County Clerk of Los Angeles County. The registrant(s) has (have) not yet commenced to transact business under the fictitious business name or names listed above. NOTICE: This Fictitious Name Statement expires five years from the date it was filed in the office of the County Clerk. A new Fictitious Business Name Statement must be filed prior to that date. The filing of this statement does not of itself authorize the use in this state of a Fictitious Business Name in violation of the rights of another under Federal, State, or common law (See section 14411 et.seq. Business and Professions Code). Publish: Mountain Views News xyxy=(532,536,704,658)
notice-pub-dates: Dates Pub: May 15, 22, 29, June 05, 2010 xyxy=(888,819,999,827)
notice-item xyxy=(712,807,884,908)
notice-heading: FICTITIOUS BUSINESS NAME STATEMENT xyxy=(4,555,141,563)
notice-pub-dates: Dates Pub: May 15, 22, 29, June 05, 2010 xyxy=(356,515,467,523)
notice-heading: FICTITIOUS BUSINESS NAME STATEMENT xyxy=(4,707,141,715)
listing-1-address: 391A W. Sierra Madre Bl. (Downstairs Unit) xyxy=(757,979,1007,994)
notice-body: The following person(s) is (are) doing business as: ONTINE, 14020 YUKON AVE. #207, HAWTHORNE, CA 90250. Full name of registrant(s) is (are) NNAMDI ARTHUR ORJI. This Business is conducted by: AN INDIVIDUAL. Signed: NNAMDI ARTHUR ORJI. This statement was filed with the County Clerk of Los Angeles County. The registrant(s) has (have) not yet commenced to transact business under the fictitious business name or names listed above. NOTICE: This Fictitious Name Statement expires five years from the date it was filed in the office of the County Clerk. A new Fictitious Business Name Statement must be filed prior to that date. The filing of this statement does not of itself authorize the use in this state of a Fictitious Business Name in violation of the rights of another under Federal, State, or common law (See section 14411 et.seq. Business and Professions Code). Publish: Mountain Views News xyxy=(356,848,528,970)
notice-item xyxy=(888,220,1052,370)
notice-body: The following person(s) is (are) doing business as: GREEN MENU, 1010 CORONADO DR., ARCADIA, CA 91007. Full name of registrant(s) is (are) GREAT EIGHT TAO, 1010 CORONADO DR., ARCADIA, CA 91007. This Business is conducted by: A CORPORATION. Signed: HENRY CHANG. This statement was filed with the County Clerk of Los Angeles County. The registrant(s) has (have) not yet commenced to transact business under the fictitious business name or names listed above. NOTICE: This Fictitious Name Statement expires five years from the date it was filed in the office of the County Clerk. A new Fictitious Business Name Statement must be filed prior to that date. The filing of this statement does not of itself authorize the use in this state of a Fictitious Business Name in violation of the rights of another under Federal, State, or common law (See section 14411 et.seq. Business and Professions Code). Publish: Mountain Views News xyxy=(356,391,528,513)
notice-pub-dates: Dates Pub: May 15, 22, 29, June 05, 2010 xyxy=(532,956,643,964)
notice-item xyxy=(712,213,884,363)
notice-pub-dates: Dates Pub: May 15, 22, 29, June 05, 2010 xyxy=(356,667,467,675)
notice-heading: FICTITIOUS BUSINESS NAME STATEMENT xyxy=(356,524,493,532)
notice-body: The following person(s) is (are) doing business as: MELCHOR PRODUCTIONS, 12401 DUFFIELD AVE., WHITTIER, CA 90605. Full name of registrant(s) is (are) OSCAR MAURI MELCHOR. This Business is conducted by: A GENERAL PARTNERSHIP. Signed: OSCAR MELCHOR. This statement was filed with the County Clerk of Los Angeles County. The registrant(s) has (have) not yet commenced to transact business under the fictitious business name or names listed above. NOTICE: This Fictitious Name Statement expires five years from the date it was filed in the office of the County Clerk. A new Fictitious Business Name Statement must be filed prior to that date. The filing of this statement does not of itself authorize the use in this state of a Fictitious Business Name in violation of the rights of another under Federal, State, or common law (See section 14411 et.seq. Business and Professions Code). Publish: Mountain Views News xyxy=(532,985,704,1107)
notice-pub-dates: Dates Pub: May 15, 22, 29, June 05, 2010 xyxy=(180,1147,291,1155)
date-line: Tuesday, July 13, 2010 xyxy=(719,1798,788,1820)
notice-file-number: File No. 10-0720039 xyxy=(4,876,60,884)
notice-file-number: File No. 10-0663132 xyxy=(180,237,236,245)
notice-file-number: File No. 10-0661237 xyxy=(888,839,944,846)
notice-pub-dates: Dates Pub: May 15, 22, 29, June 05, 2010 xyxy=(888,667,999,675)
notice-column-5 xyxy=(712,68,884,908)
date-line: City of Sierra Madre xyxy=(719,1751,771,1774)
notice-pub-dates: Dates Pub: May 15, 22, 29, June 05, 2010 xyxy=(356,362,467,370)
notice-item xyxy=(356,68,528,226)
notice-column-3 xyxy=(356,68,528,1963)
notice-file-number: File No. 10-0664512 xyxy=(888,686,944,694)
notice-file-number: File No. 10-0692540 xyxy=(356,991,412,999)
notice-file-number: File No. 10-0672997 xyxy=(4,412,60,420)
notice-heading: FICTITIOUS BUSINESS NAME STATEMENT xyxy=(180,692,317,700)
notice-heading: FICTITIOUS BUSINESS NAME STATEMENT xyxy=(180,844,317,852)
date-heading: DATE AND TIME OF HEARING xyxy=(719,1728,794,1751)
